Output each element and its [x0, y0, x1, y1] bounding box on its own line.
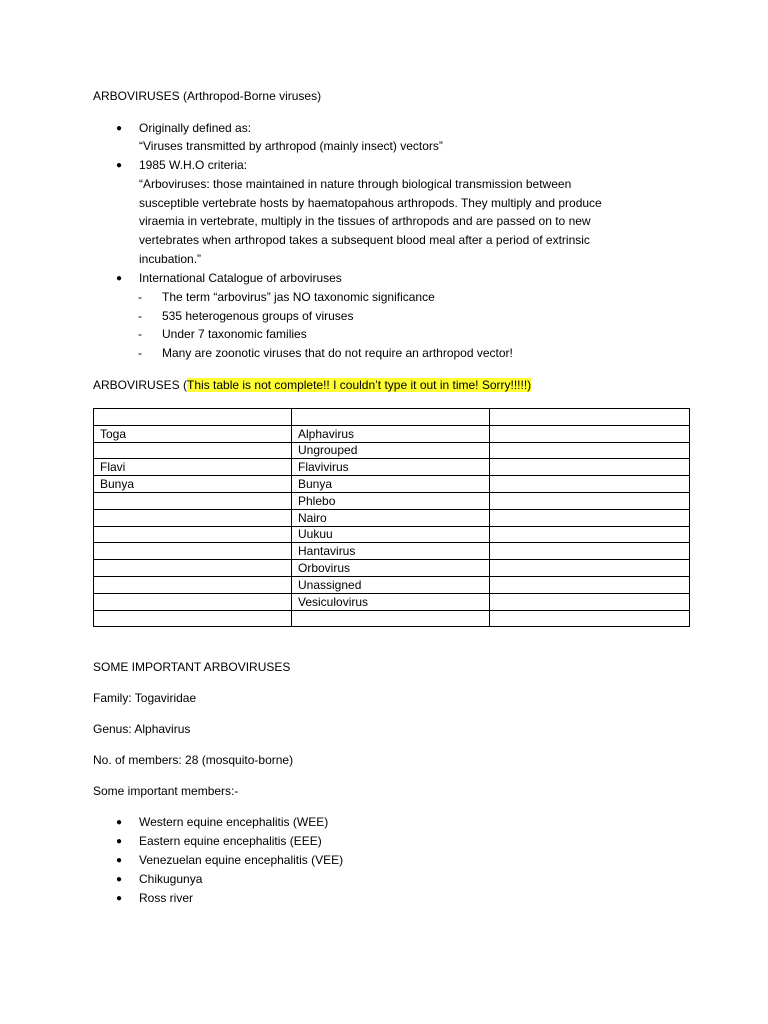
bullet-icon: ● [116, 893, 123, 904]
table-cell [490, 459, 690, 476]
table-cell [490, 409, 690, 426]
table-cell [94, 509, 292, 526]
dash-item: 535 heterogenous groups of viruses [162, 309, 354, 323]
table-cell [490, 425, 690, 442]
member-item: Western equine encephalitis (WEE) [139, 815, 329, 829]
table-row [94, 425, 690, 442]
bullet-text: Originally defined as: [139, 121, 252, 135]
table-cell: Flavivirus [292, 459, 490, 476]
table-cell [94, 492, 292, 509]
table-cell [490, 576, 690, 593]
member-item: Ross river [139, 891, 194, 905]
highlighted-note: This table is not complete!! I couldn’t type it out in time! Sorry!!!!!) [187, 378, 532, 392]
bullet-text: 1985 W.H.O criteria: [139, 158, 248, 172]
table-cell [490, 610, 690, 627]
table-cell: Flavi [94, 459, 292, 476]
bullet-icon: ● [116, 273, 123, 284]
table-row [94, 476, 690, 493]
table-cell: Phlebo [292, 492, 490, 509]
table-cell [94, 610, 292, 627]
table-cell: Orbovirus [292, 560, 490, 577]
bullet-text: incubation.” [139, 252, 202, 266]
members-count: No. of members: 28 (mosquito-borne) [93, 753, 294, 767]
table-cell [94, 593, 292, 610]
table-cell [490, 442, 690, 459]
bullet-text: vertebrates when arthropod takes a subsequent blood meal after a period of extrinsic [139, 233, 590, 247]
table-cell: Bunya [292, 476, 490, 493]
table-row [94, 459, 690, 476]
table-row [94, 543, 690, 560]
dash-icon: - [138, 309, 142, 323]
table-cell [490, 492, 690, 509]
table-cell: Nairo [292, 509, 490, 526]
bullet-text: International Catalogue of arboviruses [139, 271, 342, 285]
table-cell [490, 560, 690, 577]
members-heading: Some important members:- [93, 784, 239, 798]
bullet-text: susceptible vertebrate hosts by haematopahous arthropods. They multiply and produce [139, 196, 602, 210]
dash-icon: - [138, 346, 142, 360]
table-row [94, 526, 690, 543]
table-row [94, 442, 690, 459]
bullet-icon: ● [116, 123, 123, 134]
table-cell: Alphavirus [292, 425, 490, 442]
table-row [94, 560, 690, 577]
table-cell [94, 442, 292, 459]
table-cell [292, 409, 490, 426]
table-row [94, 492, 690, 509]
dash-item: Many are zoonotic viruses that do not require an arthropod vector! [162, 346, 513, 360]
table-cell: Ungrouped [292, 442, 490, 459]
bullet-text: “Viruses transmitted by arthropod (mainly insect) vectors” [139, 139, 443, 153]
bullet-icon: ● [116, 817, 123, 828]
table-cell: Uukuu [292, 526, 490, 543]
member-item: Venezuelan equine encephalitis (VEE) [139, 853, 344, 867]
bullet-icon: ● [116, 160, 123, 171]
genus-label: Genus: Alphavirus [93, 722, 191, 736]
table-cell [94, 560, 292, 577]
table-row [94, 593, 690, 610]
family-label: Family: Togaviridae [93, 691, 197, 705]
dash-icon: - [138, 327, 142, 341]
bullet-icon: ● [116, 874, 123, 885]
table-cell [94, 576, 292, 593]
bullet-icon: ● [116, 836, 123, 847]
table-cell: Unassigned [292, 576, 490, 593]
table-heading [93, 378, 531, 392]
table-cell: Vesiculovirus [292, 593, 490, 610]
dash-item: Under 7 taxonomic families [162, 327, 307, 341]
table-cell [94, 526, 292, 543]
table-cell [490, 543, 690, 560]
table-cell: Bunya [94, 476, 292, 493]
table-cell [292, 610, 490, 627]
arbovirus-table [93, 408, 690, 627]
table-cell [490, 526, 690, 543]
bullet-text: “Arboviruses: those maintained in nature through biological transmission between [139, 177, 572, 191]
table-row [94, 576, 690, 593]
table-heading-prefix: ARBOVIRUSES ( [93, 378, 188, 392]
table-cell [94, 543, 292, 560]
table-cell: Toga [94, 425, 292, 442]
page-heading: ARBOVIRUSES (Arthropod-Borne viruses) [93, 89, 322, 103]
table-cell [94, 409, 292, 426]
bullet-text: viraemia in vertebrate, multiply in the tissues of arthropods and are passed on to new [139, 214, 591, 228]
bullet-icon: ● [116, 855, 123, 866]
table-cell [490, 476, 690, 493]
member-item: Chikugunya [139, 872, 203, 886]
table-row [94, 610, 690, 627]
table-cell [490, 593, 690, 610]
table-row [94, 409, 690, 426]
dash-item: The term “arbovirus” jas NO taxonomic significance [162, 290, 435, 304]
table-row [94, 509, 690, 526]
dash-icon: - [138, 290, 142, 304]
section-title: SOME IMPORTANT ARBOVIRUSES [93, 660, 291, 674]
table-cell [490, 509, 690, 526]
member-item: Eastern equine encephalitis (EEE) [139, 834, 322, 848]
table-cell: Hantavirus [292, 543, 490, 560]
